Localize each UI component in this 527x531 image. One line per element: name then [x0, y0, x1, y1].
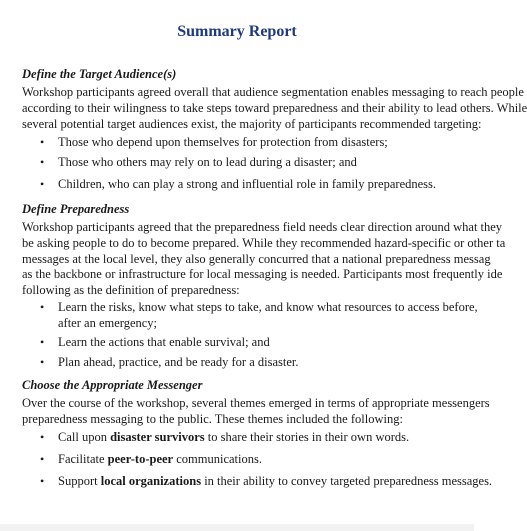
section-heading-define-preparedness: Define Preparedness — [22, 202, 130, 216]
bullet-item-continuation: after an emergency; — [58, 316, 158, 330]
bold-term: peer-to-peer — [107, 452, 174, 466]
bullet-marker: • — [40, 355, 45, 369]
paragraph-line: according to their wilingness to take steps toward preparedness and their ability to lead others. While — [22, 101, 527, 115]
paragraph-line: preparedness messaging to the public. These themes included the following: — [22, 412, 403, 426]
bullet-item: Facilitate peer-to-peer communications. — [58, 452, 262, 466]
section-heading-target-audience: Define the Target Audience(s) — [22, 67, 177, 81]
bullet-marker: • — [40, 135, 45, 149]
paragraph-line: Workshop participants agreed overall that audience segmentation enables messaging to reach people — [22, 85, 524, 99]
paragraph-line: as the backbone or infrastructure for local messaging is needed. Participants most frequently ide — [22, 267, 503, 281]
paragraph-line: following as the definition of preparedness: — [22, 283, 240, 297]
bold-term: disaster survivors — [110, 430, 205, 444]
section-heading-appropriate-messenger: Choose the Appropriate Messenger — [22, 378, 203, 392]
paragraph-line: messages at the local level, they also generally concurred that a national preparedness messag — [22, 252, 491, 266]
bullet-marker: • — [40, 452, 45, 466]
bold-term: local organizations — [100, 474, 202, 488]
paragraph-line: several potential target audiences exist, the majority of participants recommended targeting: — [22, 117, 482, 131]
paragraph-line: Over the course of the workshop, several themes emerged in terms of appropriate messengers — [22, 396, 490, 410]
page-bottom-edge — [0, 524, 474, 531]
paragraph-line: Workshop participants agreed that the preparedness field needs clear direction around what they — [22, 220, 503, 234]
bullet-item: Children, who can play a strong and influential role in family preparedness. — [58, 177, 437, 191]
bullet-item: Those who others may rely on to lead during a disaster; and — [58, 155, 357, 169]
paragraph-line: be asking people to do to become prepared. While they recommended hazard-specific or other ta — [22, 236, 506, 250]
bullet-item: Call upon disaster survivors to share their stories in their own words. — [58, 430, 410, 444]
bullet-item: Learn the actions that enable survival; and — [58, 335, 270, 349]
document-title: Summary Report — [177, 23, 297, 40]
bullet-marker: • — [40, 300, 45, 314]
bullet-marker: • — [40, 474, 45, 488]
bullet-marker: • — [40, 155, 45, 169]
bullet-item: Learn the risks, know what steps to take, and know what resources to access before, — [58, 300, 478, 314]
bullet-item: Plan ahead, practice, and be ready for a disaster. — [58, 355, 299, 369]
bullet-item: Support local organizations in their ability to convey targeted preparedness messages. — [58, 474, 493, 488]
bullet-marker: • — [40, 430, 45, 444]
bullet-marker: • — [40, 177, 45, 191]
bullet-item: Those who depend upon themselves for protection from disasters; — [58, 135, 388, 149]
bullet-marker: • — [40, 335, 45, 349]
